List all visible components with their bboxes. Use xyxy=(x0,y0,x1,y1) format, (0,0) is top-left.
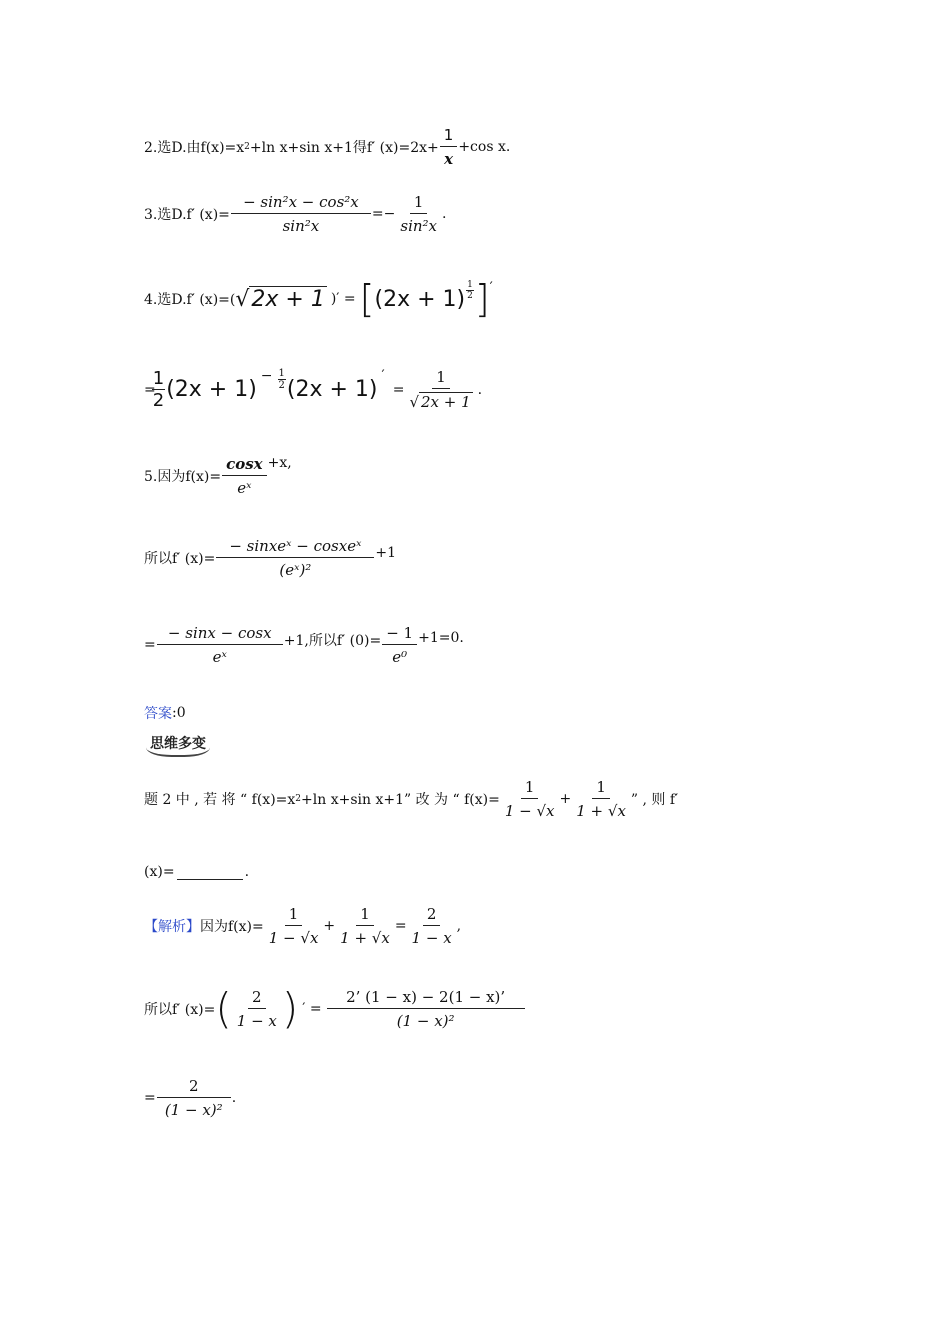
solution-lead: 因为f(x)= xyxy=(200,919,264,935)
solution-fraction-3-den: 1 − x xyxy=(411,929,452,947)
solution-fraction-1-den: 1 − √x xyxy=(268,929,319,947)
item-3-tail: . xyxy=(442,206,447,222)
item-2-tail: +cos x. xyxy=(458,139,511,155)
item-2-exponent: 2 xyxy=(244,142,250,152)
solution-c-tail: . xyxy=(231,1090,237,1106)
item-5 xyxy=(144,455,292,497)
item-4b-eq-2: = xyxy=(392,381,405,398)
solution-fraction-1 xyxy=(265,905,323,947)
item-4-lead: 4.选D.f′ (x)=( xyxy=(144,292,236,308)
question-tail: ” , 则 f′ xyxy=(630,792,679,808)
question-b xyxy=(144,864,249,880)
item-4-continued xyxy=(144,368,482,411)
item-5-tail: +x, xyxy=(267,455,292,471)
item-4b-exponent-den: 2 xyxy=(278,380,285,391)
item-3-lead: 3.选D.f′ (x)= xyxy=(144,207,230,223)
item-5c-fraction-2-den: e⁰ xyxy=(392,648,408,666)
item-4b-fraction-den xyxy=(405,389,476,411)
solution-b xyxy=(144,984,526,1033)
item-4b-base: (2x + 1) xyxy=(166,377,257,402)
item-4b-half xyxy=(152,368,165,411)
solution-b-fraction-2-num: 2’ (1 − x) − 2(1 − x)’ xyxy=(327,988,525,1009)
solution-c-fraction xyxy=(157,1077,231,1119)
item-4b-neg: − xyxy=(260,368,273,384)
item-5c xyxy=(144,624,464,666)
solution-tail: , xyxy=(456,918,462,934)
item-4b-prime: ′ xyxy=(381,368,385,384)
solution-b-fraction xyxy=(233,988,281,1030)
item-4b-base-2: (2x + 1) xyxy=(286,377,378,402)
item-4 xyxy=(144,277,493,321)
solution-fraction-1-num: 1 xyxy=(285,905,303,926)
item-5-fraction-num: cosx xyxy=(222,455,267,476)
solution-c xyxy=(144,1077,236,1119)
item-5c-fraction-den: eˣ xyxy=(212,648,227,666)
item-4-close-prime: ′ xyxy=(489,280,493,296)
item-5b-fraction xyxy=(216,537,374,579)
item-3-fraction-1-num: − sin²x − cos²x xyxy=(231,193,371,214)
item-2-fraction-num: 1 xyxy=(440,126,458,147)
solution-b-fraction-den: 1 − x xyxy=(236,1012,277,1030)
solution-fraction-2-num: 1 xyxy=(356,905,374,926)
solution-b-prime: ′ = xyxy=(302,1001,322,1017)
question-fraction-1-num: 1 xyxy=(521,778,539,799)
item-4b-half-num: 1 xyxy=(152,368,165,389)
answer xyxy=(144,703,186,723)
question-fraction-2-num: 1 xyxy=(592,778,610,799)
solution-b-lead: 所以f′ (x)= xyxy=(144,1002,216,1018)
item-3-fraction-1 xyxy=(231,193,371,235)
item-5-fraction xyxy=(222,455,267,497)
solution-b-fraction-2 xyxy=(327,988,525,1030)
question-plus: + xyxy=(559,791,572,807)
question-b-lead: (x)= xyxy=(144,864,175,880)
question xyxy=(144,778,678,820)
left-bracket-icon: [ xyxy=(359,277,375,321)
item-5b-lead: 所以f′ (x)= xyxy=(144,551,216,567)
question-fraction-1 xyxy=(501,778,559,820)
item-5c-fraction xyxy=(157,624,283,666)
solution-fraction-2-den: 1 + √x xyxy=(340,929,390,947)
item-2-lead: 2.选D.由f(x)=x xyxy=(144,140,245,156)
item-4-prime: )′ = xyxy=(330,291,356,307)
item-3-fraction-1-den: sin²x xyxy=(282,217,320,235)
item-4b-eq: = xyxy=(144,381,156,398)
item-4-exponent xyxy=(466,280,474,301)
item-3 xyxy=(144,193,446,235)
answer-label: 答案 xyxy=(144,706,172,722)
item-4-sqrt xyxy=(235,286,326,312)
item-5c-fraction-2-num: − 1 xyxy=(382,624,417,645)
item-3-fraction-2-den: sin²x xyxy=(400,217,438,235)
solution-c-fraction-den: (1 − x)² xyxy=(164,1101,223,1119)
item-4b-fraction xyxy=(405,368,476,411)
item-5c-fraction-2 xyxy=(382,624,417,666)
item-5-lead: 5.因为f(x)= xyxy=(144,469,222,485)
solution-fraction-2 xyxy=(336,905,394,947)
item-3-eq: =− xyxy=(371,206,396,222)
item-5b xyxy=(144,537,396,579)
solution-c-fraction-num: 2 xyxy=(157,1077,231,1098)
solution-plus: + xyxy=(323,918,336,934)
item-2-fraction-den: x xyxy=(444,150,454,168)
solution-c-eq: = xyxy=(144,1090,156,1106)
item-4b-half-den: 2 xyxy=(152,390,165,411)
item-5b-tail: +1 xyxy=(375,545,397,561)
item-3-fraction-2-num: 1 xyxy=(410,193,428,214)
right-bracket-icon: ] xyxy=(474,277,490,321)
item-5-fraction-den: eˣ xyxy=(237,479,252,497)
item-4b-exponent xyxy=(278,368,286,391)
question-lead: 题 2 中 , 若 将 “ f(x)=x xyxy=(144,792,296,808)
item-4-exponent-num: 1 xyxy=(467,280,473,290)
item-5c-eq: = xyxy=(144,637,156,653)
variant-tag: 思维多变 xyxy=(146,733,210,757)
question-mid: +ln x+sin x+1” 改 为 “ f(x)= xyxy=(301,792,500,808)
solution-b-fraction-num: 2 xyxy=(248,988,266,1009)
item-5b-fraction-den: (eˣ)² xyxy=(279,561,312,579)
question-fraction-2-den: 1 + √x xyxy=(576,802,626,820)
answer-value: :0 xyxy=(172,705,186,721)
item-4b-radicand: 2x + 1 xyxy=(421,393,471,411)
item-4-inner: (2x + 1) xyxy=(374,286,466,312)
item-5c-mid: +1,所以f′ (0)= xyxy=(283,633,382,649)
solution-fraction-3-num: 2 xyxy=(423,905,441,926)
item-5c-tail: +1=0. xyxy=(418,630,464,646)
solution-tag: 【解析】 xyxy=(144,919,200,935)
sqrt-sign-icon: √ xyxy=(409,393,419,411)
item-4-radicand: 2x + 1 xyxy=(251,287,325,312)
sqrt-sign-icon: √ xyxy=(235,287,250,312)
item-4-exponent-den: 2 xyxy=(467,291,473,301)
item-4b-fraction-num: 1 xyxy=(432,368,450,389)
left-paren-icon: ( xyxy=(215,984,232,1033)
item-2-fraction xyxy=(440,126,458,168)
solution-eq: = xyxy=(394,918,407,934)
item-3-fraction-2 xyxy=(396,193,441,235)
question-fraction-1-den: 1 − √x xyxy=(504,802,555,820)
solution-b-fraction-2-den: (1 − x)² xyxy=(396,1012,455,1030)
solution xyxy=(144,905,461,947)
right-paren-icon: ) xyxy=(281,984,299,1033)
item-4b-exponent-num: 1 xyxy=(278,368,285,379)
question-exponent: 2 xyxy=(295,794,302,804)
question-fraction-2 xyxy=(572,778,630,820)
item-2-mid: +ln x+sin x+1得f′ (x)=2x+ xyxy=(249,140,439,156)
item-2 xyxy=(144,126,510,168)
item-5b-fraction-num: − sinxeˣ − cosxeˣ xyxy=(216,537,374,558)
item-5c-fraction-num: − sinx − cosx xyxy=(157,624,283,645)
answer-blank xyxy=(177,865,243,880)
question-b-tail: . xyxy=(244,864,250,880)
solution-fraction-3 xyxy=(408,905,456,947)
item-4b-tail: . xyxy=(477,381,483,398)
